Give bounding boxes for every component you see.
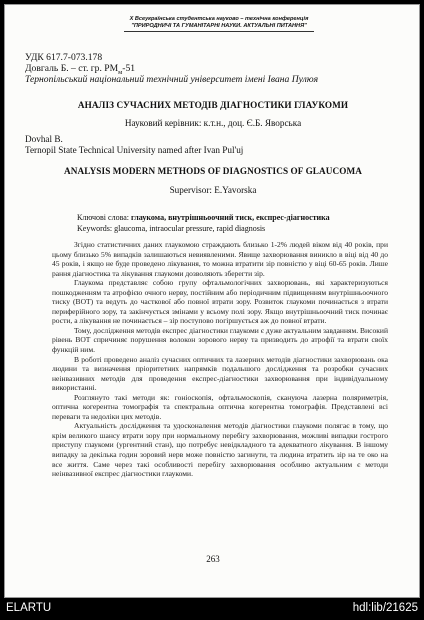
handle-id: hdl:lib/21625: [352, 602, 418, 614]
page-number: 263: [206, 554, 220, 564]
author-ua-group-sub: м: [118, 68, 123, 76]
author-ua-name: Довгаль Б. – ст. гр. РМ: [25, 63, 119, 74]
university-en: Ternopil State Technical University named after Ivan Pul'uj: [25, 145, 244, 155]
title-ua: АНАЛІЗ СУЧАСНИХ МЕТОДІВ ДІАГНОСТИКИ ГЛАУКОМИ: [77, 100, 349, 110]
author-ua-group-suffix: -51: [122, 63, 136, 74]
keywords-ua: [77, 213, 330, 222]
conference-header-line2: "ПРИРОДНИЧІ ТА ГУМАНІТАРНІ НАУКИ. АКТУАЛЬНІ ПИТАННЯ": [131, 22, 307, 29]
paragraph: Розглянуто такі методи як: гоніоскопія, офтальмоскопія, скануюча лазерна поляриметрія, оптична когерентна томографія та спектральна оптична когерентна томографія. Представлені всі переваги та недоліки цих методів.: [52, 392, 388, 421]
repository-footer: [0, 598, 424, 620]
conference-header-line1: X Всеукраїнська студентська науково – технічна конференція: [129, 16, 309, 22]
keywords-en-value: glaucoma, intraocular pressure, rapid diagnosis: [114, 224, 266, 233]
paragraph: Глаукома представляє собою групу офтальмологічних захворювань, які характеризуються пошкодженням та атрофією очного нерву, постійним або періодичним підвищенням внутрішньоочного тиску (ВОТ) та ведуть до часткової або повної втрати зору. Розвиток глаукоми починається з втрати периферійного зору, та закінчується змінами у всьому полі зору. Якщо внутрішньоочний тиск починає рости, а лікування не починається – зір поступово погіршується аж до повної втрати.: [52, 278, 388, 326]
title-en: ANALYSIS MODERN METHODS OF DIAGNOSTICS OF GLAUCOMA: [63, 166, 362, 176]
keywords-en-label: Keywords:: [77, 224, 115, 233]
keywords-ua-label: Ключові слова:: [77, 213, 132, 222]
supervisor-ua: Науковий керівник: к.т.н., доц. Є.Б. Яворська: [124, 118, 302, 128]
keywords-ua-value: глаукома, внутрішньоочний тиск, експрес-діагностика: [131, 213, 330, 222]
body-text: [52, 240, 388, 479]
repository-name: ELARTU: [6, 602, 52, 614]
document-page: [4, 4, 420, 598]
paragraph: Актуальність дослідження та удосконалення методів діагностики глаукоми полягає в тому, що крім великого шансу втрати зору при нормальному перебігу захворювання, можливі випадки гострого приступу глаукоми (ургентний стан), що потребує невідкладного та адекватного лікування. В іншому випадку за декілька годин зоровий нерв може повністю загинути, та людина втратить зір на те око на все життя. Саме через такі особливості перебігу захворювання особливо актуальним є методи неінвазивної експрес діагностики глаукоми.: [52, 421, 388, 479]
conference-header: [124, 16, 314, 32]
author-en: Dovhal B.: [25, 134, 63, 144]
university-ua: Тернопільський національний технічний університет імені Івана Пулюя: [25, 74, 319, 85]
paragraph: В роботі проведено аналіз сучасних оптичних та лазерних методів діагностики захворювань ока людини та визначення пріоритетних напрямків подальшого дослідження та розробки сучасних неінвазивних методів для проведення експрес-діагностики захворювання при індивідуальному використанні.: [52, 354, 388, 393]
supervisor-en: Supervisor: E.Yavorska: [169, 185, 257, 195]
paragraph: Згідно статистичних даних глаукомою страждають близько 1-2% людей віком від 40 років, при цьому близько 5% випадків залишаються невиявленими. Явище захворювання виникло в віці від 40 до 45 років, і якщо не буде проведено лікування, то можна втратити зір повністю у віці 60-65 років. Лише рання діагностика та лікування глаукоми дозволяють зберегти зір.: [52, 240, 388, 278]
paragraph: Тому, дослідження методів експрес діагностики глаукоми є дуже актуальним завданням. Високий рівень ВОТ спричиняє порушення волокон зорового нерву та призводить до атрофії та втрати своїх функцій ним.: [52, 325, 388, 355]
udk-code: УДК 617.7-073.178: [25, 52, 103, 63]
keywords-en: [77, 224, 265, 233]
